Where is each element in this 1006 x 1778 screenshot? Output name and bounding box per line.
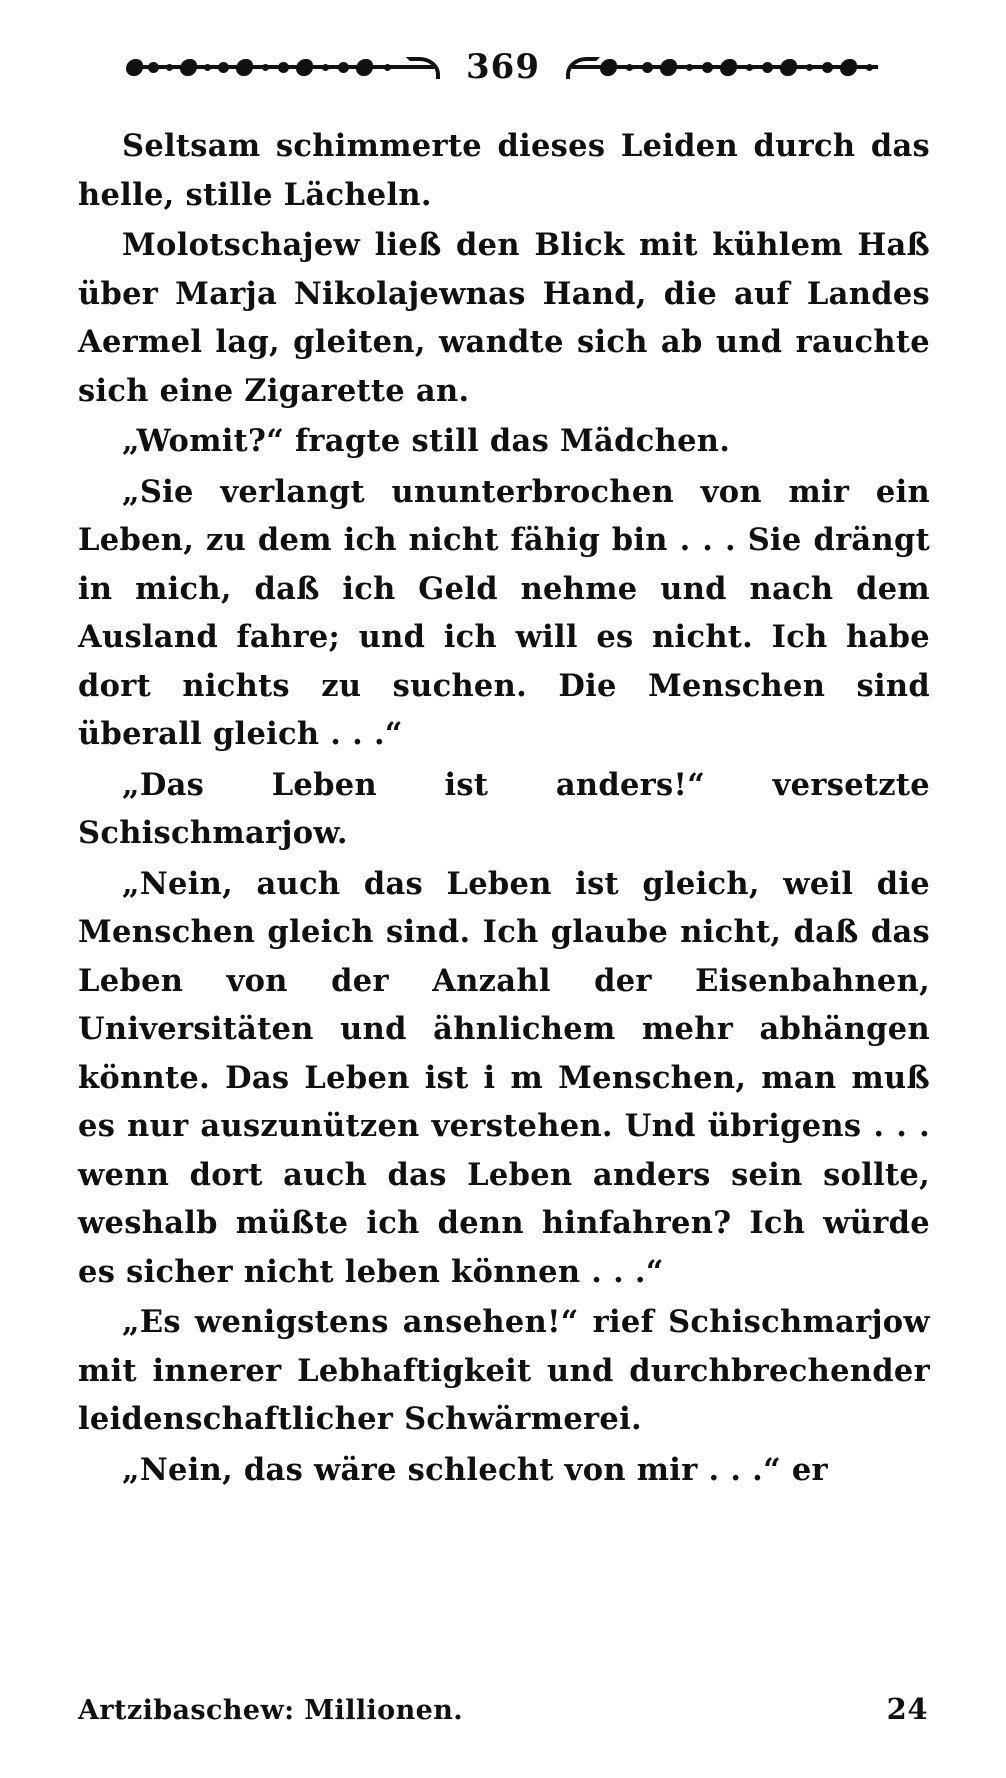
- paragraph: Seltsam schimmerte dieses Leiden durch das helle, stille Lächeln.: [78, 128, 930, 213]
- footer-signature: Artzibaschew: Millionen.: [78, 1695, 464, 1726]
- paragraph: Molotschajew ließ den Blick mit kühlem Haß über Marja Nikolajewnas Hand, die auf Landes Aermel lag, gleiten, wandte sich ab und rauchte sich eine Zigarette an.: [78, 227, 930, 409]
- paragraph: „Es wenigstens ansehen!“ rief Schischmarjow mit innerer Lebhaftigkeit und durchbrechender leidenschaftlicher Schwärmerei.: [78, 1304, 930, 1437]
- paragraph: „Womit?“ fragte still das Mädchen.: [122, 423, 731, 459]
- paragraph: „Das Leben ist anders!“ versetzte Schischmarjow.: [78, 766, 930, 851]
- ornamental-rule-left-icon: [122, 55, 440, 79]
- page-body: [78, 122, 930, 1496]
- ornamental-rule-right-icon: [566, 55, 884, 79]
- page-header: [0, 44, 1006, 90]
- page-number: 369: [466, 47, 540, 87]
- paragraph: „Nein, auch das Leben ist gleich, weil die Menschen gleich sind. Ich glaube nicht, daß das Leben von der Anzahl der Eisenbahnen, Universitäten und ähnlichem mehr abhängen könnte. Das Leben ist i m Menschen, man muß es nur auszunützen verstehen. Und übrigens . . . wenn dort auch das Leben anders sein sollte, weshalb müßte ich denn hinfahren? Ich würde es sicher nicht leben können . . .“: [78, 865, 930, 1290]
- paragraph: „Nein, das wäre schlecht von mir . . .“ er: [122, 1451, 828, 1488]
- page-footer: [78, 1692, 928, 1726]
- footer-sheet-number: 24: [886, 1692, 928, 1726]
- paragraph: „Sie verlangt ununterbrochen von mir ein Leben, zu dem ich nicht fähig bin . . . Sie drängt in mich, daß ich Geld nehme und nach dem Ausland fahre; und ich will es nicht. Ich habe dort nichts zu suchen. Die Menschen sind überall gleich . . .“: [78, 473, 930, 752]
